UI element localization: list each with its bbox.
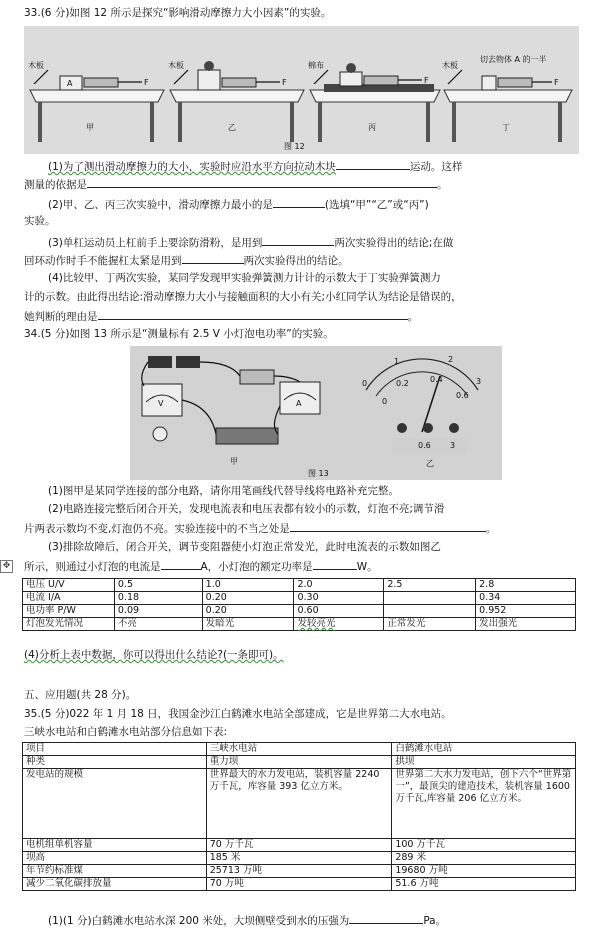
q33-p3-text2: 回环动作时手不能握杠太紧是用到 <box>24 255 182 267</box>
answer-blank[interactable] <box>349 912 423 924</box>
fig12-f-label-2: F <box>282 78 287 87</box>
answer-blank[interactable] <box>336 158 410 170</box>
table-cell: 坝高 <box>23 852 207 865</box>
q34-part1: (1)图甲是某同学连接的部分电路，请你用笔画线代替导线将电路补充完整。 <box>48 485 399 497</box>
q34-p3-power: A，小灯泡的额定功率是 <box>200 561 313 573</box>
table-cell: 发暗光 <box>202 618 294 631</box>
q33-p1-text-end: 运动。这样 <box>409 161 463 173</box>
fig13-caption: 图 13 <box>308 469 329 478</box>
table-cell: 185 米 <box>206 852 392 865</box>
q35-p1-unit: Pa。 <box>423 915 447 927</box>
figure-13 <box>130 346 502 480</box>
q35-intro-line1: 35.(5 分)022 年 1 月 18 日，我国金沙江白鹤滩水电站全部建成，它是世界第二大水电站。 <box>24 708 452 720</box>
answer-blank[interactable] <box>182 252 244 264</box>
q34-data-table <box>22 578 576 631</box>
table-row <box>23 579 576 592</box>
table-cell: 0.60 <box>294 605 384 618</box>
fig13-v-label: V <box>158 399 164 408</box>
table-cell: 70 万吨 <box>206 878 392 891</box>
q33-title: 33.(6 分)如图 12 所示是探究“影响滑动摩擦力大小因素”的实验。 <box>24 7 332 19</box>
table-cell: 100 万千瓦 <box>392 839 576 852</box>
table-cell: 正常发光 <box>384 618 476 631</box>
table-row <box>23 878 576 891</box>
section-5-heading: 五、应用题(共 28 分)。 <box>24 689 137 701</box>
table-cell: 70 万千瓦 <box>206 839 392 852</box>
q33-p4-reason: 她判断的理由是 <box>24 311 98 323</box>
table-cell: 减少二氧化碳排放量 <box>23 878 207 891</box>
fig13-yi: 乙 <box>426 459 434 468</box>
table-cell: 重力坝 <box>206 756 392 769</box>
fig12-f-label-1: F <box>144 78 149 87</box>
q34-p4-text: (4)分析上表中数据，你可以得出什么结论?(一条即可)。 <box>24 649 284 661</box>
table-cell: 年节约标准煤 <box>23 865 207 878</box>
q33-p1-text: (1)为了测出滑动摩擦力的大小，实验时应沿水平方向拉动木块 <box>48 161 336 173</box>
q33-part2-line2: 实验。 <box>24 215 56 227</box>
table-header-row <box>23 743 576 756</box>
q33-part3-line1 <box>24 234 584 251</box>
q34-part2-line1: (2)电路连接完整后闭合开关，发现电流表和电压表都有较小的示数，灯泡不亮;调节滑 <box>48 503 445 515</box>
q33-part1-line1 <box>24 158 584 175</box>
table-cell-empty[interactable] <box>384 592 476 605</box>
table-cell: 19680 万吨 <box>392 865 576 878</box>
q35-p1-text: (1)(1 分)白鹤滩水电站水深 200 米处，大坝侧壁受到水的压强为 <box>48 915 350 927</box>
fig12-board-label-1: 木板 <box>28 61 44 70</box>
q33-part4-line2: 计的示数。由此得出结论:滑动摩擦力大小与接触面积的大小有关;小红同学认为结论是错误的， <box>24 291 462 303</box>
table-cell: 电机组单机容量 <box>23 839 207 852</box>
q34-part3-line1: (3)排除故障后，闭合开关，调节变阻器使小灯泡正常发光，此时电流表的示数如图乙 <box>48 541 441 553</box>
answer-blank[interactable] <box>262 234 334 246</box>
q33-part4-line1: (4)比较甲、丁两次实验，某同学发现甲实验弹簧测力计计的示数大于丁实验弹簧测力 <box>48 272 441 284</box>
fig12-board-label-4: 木板 <box>442 61 458 70</box>
table-cell-empty[interactable] <box>384 605 476 618</box>
table-header-cell: 白鹤滩水电站 <box>392 743 576 756</box>
table-cell: 1.0 <box>202 579 294 592</box>
q33-part3-line2 <box>24 252 584 269</box>
figure-12-drawing <box>24 26 579 154</box>
table-cell: 0.5 <box>114 579 202 592</box>
fig12-a-label: A <box>67 79 73 88</box>
q34-p3-current: 所示，则通过小灯泡的电流是 <box>24 561 161 573</box>
table-cell: 2.8 <box>476 579 576 592</box>
table-cell: 25713 万吨 <box>206 865 392 878</box>
answer-blank[interactable] <box>161 558 201 570</box>
q33-p3-text: (3)单杠运动员上杠前手上要涂防滑粉，是用到 <box>48 237 263 249</box>
table-cell: 不亮 <box>114 618 202 631</box>
q34-p3-unit: W。 <box>356 561 378 573</box>
answer-blank[interactable] <box>87 176 437 188</box>
q34-part2-line2: 片两表示数均不变,灯泡仍不亮。实验连接中的不当之处是 。 <box>24 520 584 537</box>
fig12-f-label-4: F <box>554 78 559 87</box>
q33-part4-line3: 她判断的理由是 。 <box>24 308 584 325</box>
table-cell: 0.952 <box>476 605 576 618</box>
fig13-jia: 甲 <box>230 457 238 466</box>
table-cell: 拱坝 <box>392 756 576 769</box>
table-row <box>23 756 576 769</box>
table-cell: 世界第二大水力发电站，创下六个“世界第一”，最顶尖的建造技术，装机容量 1600 万千瓦,库容量 206 亿立方米。 <box>392 769 576 839</box>
q34-part4 <box>24 648 584 663</box>
q34-part3-line2 <box>24 558 584 575</box>
table-cell: 0.34 <box>476 592 576 605</box>
fig12-panel-yi: 乙 <box>228 123 236 132</box>
q35-intro-line2: 三峡水电站和白鹤滩水电站部分信息如下表: <box>24 726 228 738</box>
table-cell: 0.20 <box>202 605 294 618</box>
table-cell: 289 米 <box>392 852 576 865</box>
fig13-tick-0: 0 <box>362 379 368 388</box>
fig12-f-label-3: F <box>424 76 429 85</box>
table-cell: 发较亮光 <box>294 618 384 631</box>
fig12-cut-label: 切去物体 A 的一半 <box>480 55 547 64</box>
answer-blank[interactable] <box>313 558 357 570</box>
table-cell: 发出强光 <box>476 618 576 631</box>
q33-p1-basis: 测量的依据是 <box>24 179 87 191</box>
q33-p2-text: (2)甲、乙、丙三次实验中，滑动摩擦力最小的是 <box>48 199 273 211</box>
table-cell: 电压 U/V <box>23 579 115 592</box>
table-cell: 0.18 <box>114 592 202 605</box>
fig13-tick-2: 2 <box>448 355 454 364</box>
q33-p3-text-end: 两次实验得出的结论;在做 <box>334 237 454 249</box>
table-cell: 0.20 <box>202 592 294 605</box>
q35-dam-table <box>22 742 576 891</box>
fig12-cloth-label: 棉布 <box>308 61 324 70</box>
fig12-board-label-2: 木板 <box>168 61 184 70</box>
table-cell: 0.30 <box>294 592 384 605</box>
table-cell: 灯泡发光情况 <box>23 618 115 631</box>
fig12-caption: 图 12 <box>284 142 305 151</box>
fig13-scale-0: 0 <box>382 397 388 406</box>
q33-p2-hint: (选填“甲”“乙”或“丙”) <box>324 199 429 211</box>
q35-part1 <box>24 912 584 929</box>
fig12-panel-ding: 丁 <box>502 123 510 132</box>
table-cell: 电功率 P/W <box>23 605 115 618</box>
fig13-tick-1: 1 <box>394 357 400 366</box>
q34-p2-text: 片两表示数均不变,灯泡仍不亮。实验连接中的不当之处是 <box>24 523 290 535</box>
answer-blank[interactable] <box>290 520 486 532</box>
table-row <box>23 592 576 605</box>
table-header-cell: 三峡水电站 <box>206 743 392 756</box>
table-cell: 2.0 <box>294 579 384 592</box>
table-row <box>23 839 576 852</box>
table-row <box>23 852 576 865</box>
fig13-scale-02: 0.2 <box>396 379 409 388</box>
fig13-scale-04: 0.4 <box>430 375 443 384</box>
table-cell: 2.5 <box>384 579 476 592</box>
table-cell: 0.09 <box>114 605 202 618</box>
answer-blank[interactable] <box>98 308 408 320</box>
answer-blank[interactable] <box>273 196 325 208</box>
fig13-a-label: A <box>296 399 302 408</box>
table-move-handle-icon[interactable]: ✥ <box>0 560 13 573</box>
table-row <box>23 769 576 839</box>
figure-13-drawing <box>130 346 502 480</box>
fig13-tick-3: 3 <box>476 377 482 386</box>
table-cell: 电流 I/A <box>23 592 115 605</box>
fig13-scale-06: 0.6 <box>456 391 469 400</box>
fig12-panel-jia: 甲 <box>86 123 94 132</box>
table-cell: 发电站的规模 <box>23 769 207 839</box>
q33-p3-text2-end: 两次实验得出的结论。 <box>243 255 349 267</box>
q34-title: 34.(5 分)如图 13 所示是“测量标有 2.5 V 小灯泡电功率”的实验。 <box>24 328 334 340</box>
fig13-terminal-06: 0.6 <box>418 441 431 450</box>
q33-part1-line2: 测量的依据是 。 <box>24 176 584 193</box>
table-header-cell: 项目 <box>23 743 207 756</box>
q33-part2-line1 <box>24 196 584 213</box>
table-cell: 51.6 万吨 <box>392 878 576 891</box>
table-row <box>23 618 576 631</box>
table-cell: 种类 <box>23 756 207 769</box>
table-cell: 世界最大的水力发电站，装机容量 2240 万千瓦，库容量 393 亿立方米。 <box>206 769 392 839</box>
fig12-panel-bing: 丙 <box>368 123 376 132</box>
table-row <box>23 865 576 878</box>
fig13-terminal-3: 3 <box>450 441 456 450</box>
figure-12 <box>24 26 579 154</box>
table-row <box>23 605 576 618</box>
